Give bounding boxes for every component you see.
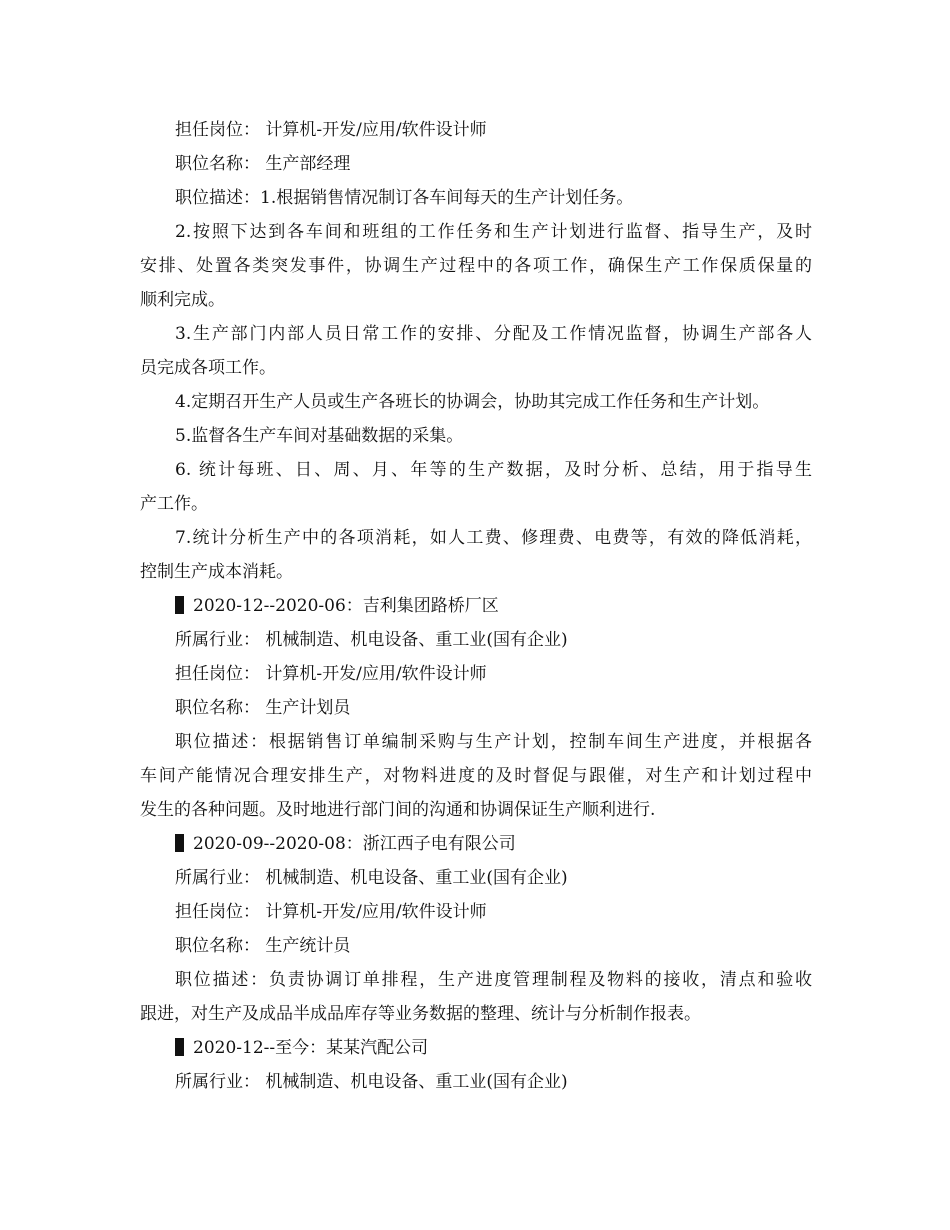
experience-header-text: 2020-12--至今：某某汽配公司 xyxy=(193,1038,429,1058)
document-body xyxy=(140,113,812,1099)
paragraph-line: 发生的各种问题。及时地进行部门间的沟通和协调保证生产顺利进行. xyxy=(140,800,656,820)
industry-line: 所属行业： 机械制造、机电设备、重工业(国有企业) xyxy=(175,1072,568,1092)
experience-header-text: 2020-12--2020-06：吉利集团路桥厂区 xyxy=(193,596,499,616)
bullet-block-icon xyxy=(175,596,184,614)
job-title-line: 担任岗位： 计算机-开发/应用/软件设计师 xyxy=(175,902,487,922)
job-description-line: 职位描述：1.根据销售情况制订各车间每天的生产计划任务。 xyxy=(175,188,634,208)
paragraph-line: 5.监督各生产车间对基础数据的采集。 xyxy=(175,426,464,446)
paragraph-line: 产工作。 xyxy=(140,494,208,514)
paragraph-line: 车间产能情况合理安排生产，对物料进度的及时督促与跟催，对生产和计划过程中 xyxy=(140,766,812,786)
position-name-line: 职位名称： 生产部经理 xyxy=(175,154,351,174)
job-description-line: 职位描述：根据销售订单编制采购与生产计划，控制车间生产进度，并根据各 xyxy=(175,732,812,752)
industry-line: 所属行业： 机械制造、机电设备、重工业(国有企业) xyxy=(175,630,568,650)
paragraph-line: 3.生产部门内部人员日常工作的安排、分配及工作情况监督，协调生产部各人 xyxy=(175,324,812,344)
paragraph-line: 员完成各项工作。 xyxy=(140,358,276,378)
bullet-block-icon xyxy=(175,1038,184,1056)
experience-header-text: 2020-09--2020-08：浙江西子电有限公司 xyxy=(193,834,516,854)
position-name-line: 职位名称： 生产计划员 xyxy=(175,698,351,718)
bullet-block-icon xyxy=(175,834,184,852)
paragraph-line: 跟进，对生产及成品半成品库存等业务数据的整理、统计与分析制作报表。 xyxy=(140,1004,701,1024)
job-title-line: 担任岗位： 计算机-开发/应用/软件设计师 xyxy=(175,120,487,140)
position-name-line: 职位名称： 生产统计员 xyxy=(175,936,351,956)
job-description-line: 职位描述：负责协调订单排程，生产进度管理制程及物料的接收，清点和验收 xyxy=(175,970,812,990)
job-title-line: 担任岗位： 计算机-开发/应用/软件设计师 xyxy=(175,664,487,684)
paragraph-line: 顺利完成。 xyxy=(140,290,225,310)
experience-header xyxy=(140,827,812,861)
paragraph-line: 控制生产成本消耗。 xyxy=(140,562,293,582)
industry-line: 所属行业： 机械制造、机电设备、重工业(国有企业) xyxy=(175,868,568,888)
paragraph-line: 4.定期召开生产人员或生产各班长的协调会，协助其完成工作任务和生产计划。 xyxy=(175,392,770,412)
paragraph-line: 7.统计分析生产中的各项消耗，如人工费、修理费、电费等，有效的降低消耗， xyxy=(175,528,812,548)
paragraph-line: 2.按照下达到各车间和班组的工作任务和生产计划进行监督、指导生产，及时 xyxy=(175,222,812,242)
paragraph-line: 6. 统计每班、日、周、月、年等的生产数据，及时分析、总结，用于指导生 xyxy=(175,460,812,480)
experience-header xyxy=(140,589,812,623)
experience-header xyxy=(140,1031,812,1065)
paragraph-line: 安排、处置各类突发事件，协调生产过程中的各项工作，确保生产工作保质保量的 xyxy=(140,256,812,276)
